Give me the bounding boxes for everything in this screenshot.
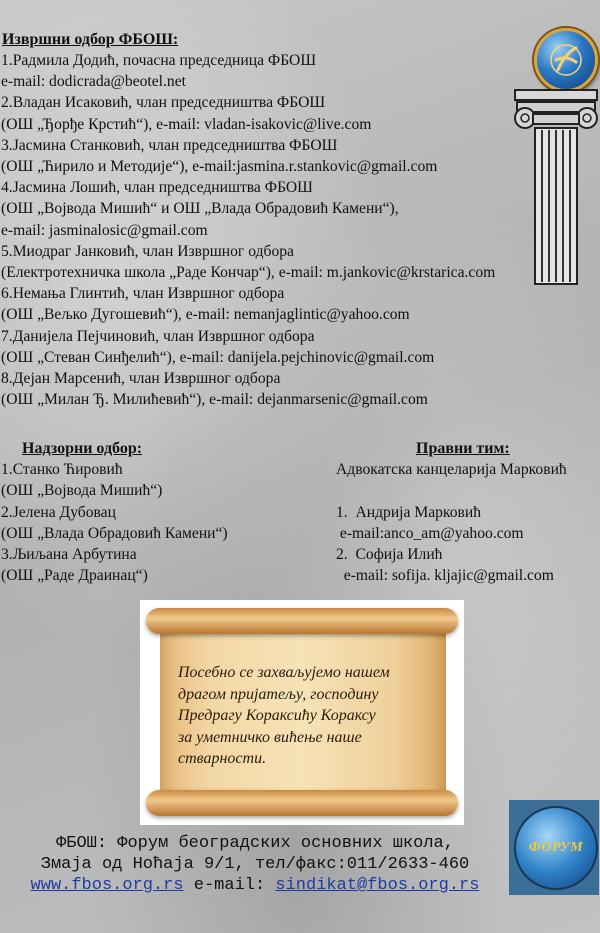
executive-board-list xyxy=(1,50,591,410)
legal-team-title: Правни тим: xyxy=(416,440,510,457)
executive-board-line: 6.Немања Глинтић, члан Извршног одбора xyxy=(1,285,285,303)
supervisory-board-list xyxy=(1,459,331,587)
ionic-column-icon xyxy=(513,88,599,288)
thanks-scroll xyxy=(140,600,464,825)
footer-links xyxy=(0,875,510,896)
website-link[interactable]: www.fbos.org.rs xyxy=(30,876,184,895)
executive-board-line: 5.Миодраг Јанковић, члан Извршног одбора xyxy=(1,242,294,260)
footer-line-address: Змаја од Ноћаја 9/1, тел/факс:011/2633-460 xyxy=(40,855,470,874)
thanks-line: стварности. xyxy=(178,750,267,767)
supervisory-board-line: (ОШ „Раде Драинац“) xyxy=(1,567,148,585)
scroll-bottom-roll xyxy=(146,790,458,816)
legal-team-line: 2. Софија Илић xyxy=(336,546,443,564)
legal-team-line: e-mail: sofija. kljajic@gmail.com xyxy=(336,567,554,585)
legal-team-line: 1. Андрија Марковић xyxy=(336,503,481,521)
email-link[interactable]: sindikat@fbos.org.rs xyxy=(275,876,480,895)
thanks-line: Предрагу Кораксићу Кораксу xyxy=(178,707,376,724)
executive-board-line: 7.Данијела Пејчиновић, члан Извршног одбора xyxy=(1,327,315,345)
executive-board-line: (ОШ „Стеван Синђелић“), e-mail: danijela.pejchinovic@gmail.com xyxy=(1,348,435,366)
fbos-monogram-icon xyxy=(546,40,586,80)
scroll-top-roll xyxy=(146,608,458,634)
thanks-line: Посебно се захваљујемо нашем xyxy=(178,664,390,681)
thanks-line: за уметничко вићење наше xyxy=(178,728,362,746)
legal-team-line: e-mail:anco_am@yahoo.com xyxy=(336,524,524,542)
legal-team-line: Адвокатска канцеларија Марковић xyxy=(336,461,567,478)
supervisory-board-line: 2.Јелена Дубовац xyxy=(1,503,116,521)
legal-team-list xyxy=(336,459,598,587)
executive-board-line: 1.Радмила Додић, почасна председница ФБОШ xyxy=(1,52,317,69)
footer-line-organization: ФБОШ: Форум београдских основних школа, xyxy=(56,834,454,853)
executive-board-line: 2.Владан Исаковић, члан председништва ФБОШ xyxy=(1,94,326,112)
supervisory-board-line: 3.Љиљана Арбутина xyxy=(1,546,137,564)
thanks-line: драгом пријатељу, господину xyxy=(178,685,379,703)
fbos-logo-icon xyxy=(534,28,598,92)
supervisory-board-line: (ОШ „Војвода Мишић“) xyxy=(1,482,163,500)
executive-board-line: (ОШ „Ћирило и Методије“), e-mail:jasmina.r.stankovic@gmail.com xyxy=(1,158,438,176)
supervisory-board-title: Надзорни одбор: xyxy=(22,440,143,457)
executive-board-line: (ОШ „Вељко Дугошевић“), e-mail: nemanjaglintic@yahoo.com xyxy=(1,306,410,324)
executive-board-line: (ОШ „Милан Ђ. Милићевић“), e-mail: dejanmarsenic@gmail.com xyxy=(1,391,428,409)
executive-board-title: Извршни одбор ФБОШ: xyxy=(2,31,179,48)
supervisory-board-line: (ОШ „Влада Обрадовић Камени“) xyxy=(1,524,228,542)
thanks-text xyxy=(178,662,438,770)
forum-logo-icon xyxy=(509,800,599,895)
executive-board-line: 8.Дејан Марсенић, члан Извршног одбора xyxy=(1,370,281,388)
executive-board-line: (Електротехничка школа „Раде Кончар“), e-mail: m.jankovic@krstarica.com xyxy=(1,264,496,282)
supervisory-board-line: 1.Станко Ћировић xyxy=(1,461,123,478)
executive-board-line: 4.Јасмина Лошић, члан председништва ФБОШ xyxy=(1,179,313,197)
executive-board-line: e-mail: jasminalosic@gmail.com xyxy=(1,221,208,239)
executive-board-line: 3.Јасмина Станковић, члан председништва ФБОШ xyxy=(1,136,338,154)
footer-address xyxy=(0,833,510,875)
executive-board-line: e-mail: dodicrada@beotel.net xyxy=(1,73,186,91)
forum-logo-disc xyxy=(514,806,598,890)
executive-board-line: (ОШ „Ђорђе Крстић“), e-mail: vladan-isakovic@live.com xyxy=(1,115,372,133)
forum-logo-text: ФОРУМ xyxy=(528,840,584,855)
legal-team-line xyxy=(336,480,598,501)
email-label: e-mail: xyxy=(183,876,276,895)
executive-board-line: (ОШ „Војвода Мишић“ и ОШ „Влада Обрадовић Камени“), xyxy=(1,200,399,218)
